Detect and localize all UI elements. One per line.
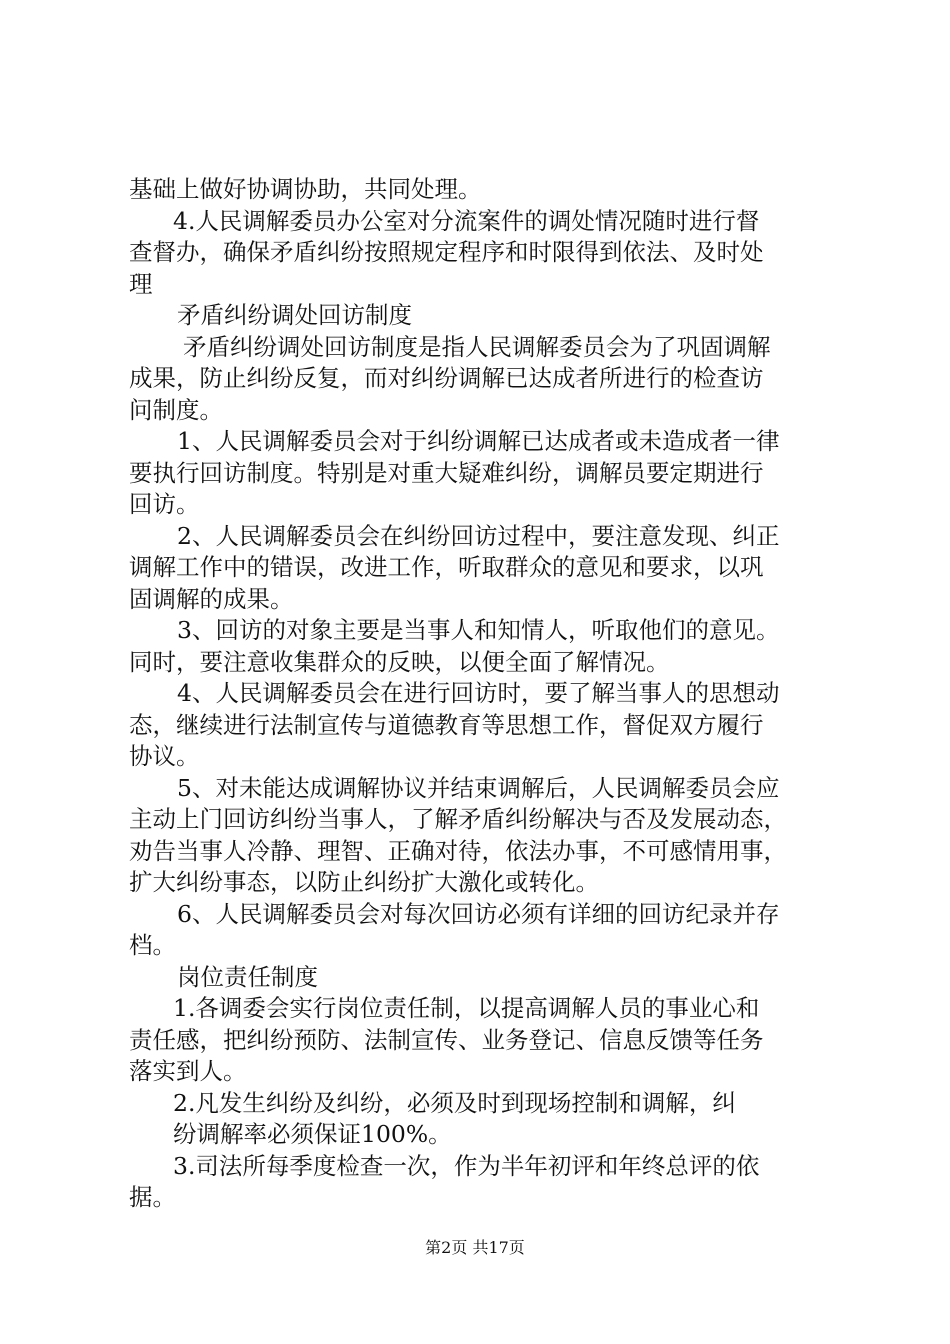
text-line: 查督办，确保矛盾纠纷按照规定程序和时限得到依法、及时处 bbox=[129, 238, 764, 266]
text-line: 6、人民调解委员会对每次回访必须有详细的回访纪录并存 bbox=[177, 899, 780, 928]
text-line: 基础上做好协调协助，共同处理。 bbox=[129, 175, 482, 203]
text-line: 理 bbox=[129, 269, 153, 298]
text-line: 劝告当事人冷静、理智、正确对待，依法办事，不可感情用事， bbox=[129, 836, 787, 865]
text-line: 2、人民调解委员会在纠纷回访过程中，要注意发现、纠正 bbox=[177, 521, 780, 550]
text-line: 矛盾纠纷调处回访制度 bbox=[177, 301, 412, 329]
page-footer: 第2页 共17页 bbox=[425, 1238, 525, 1257]
text-line: 3.司法所每季度检查一次，作为半年初评和年终总评的依 bbox=[173, 1151, 760, 1180]
text-line: 3、回访的对象主要是当事人和知情人，听取他们的意见。 bbox=[177, 616, 780, 644]
text-line: 1、人民调解委员会对于纠纷调解已达成者或未造成者一律 bbox=[177, 427, 780, 455]
text-line: 固调解的成果。 bbox=[129, 584, 294, 613]
text-line: 纷调解率必须保证100%。 bbox=[173, 1120, 452, 1148]
text-line: 回访。 bbox=[129, 490, 200, 518]
text-line: 5、对未能达成调解协议并结束调解后，人民调解委员会应 bbox=[177, 773, 780, 802]
text-line: 4、人民调解委员会在进行回访时，要了解当事人的思想动 bbox=[177, 679, 780, 707]
text-line: 责任感，把纠纷预防、法制宣传、业务登记、信息反馈等任务 bbox=[129, 1025, 764, 1054]
text-line: 主动上门回访纠纷当事人，了解矛盾纠纷解决与否及发展动态， bbox=[129, 805, 787, 833]
text-line: 要执行回访制度。特别是对重大疑难纠纷，调解员要定期进行 bbox=[129, 458, 764, 487]
text-line: 调解工作中的错误，改进工作，听取群众的意见和要求，以巩 bbox=[129, 553, 764, 581]
text-line: 2.凡发生纠纷及纠纷，必须及时到现场控制和调解，纠 bbox=[173, 1088, 736, 1117]
text-line: 档。 bbox=[129, 931, 176, 959]
text-line: 态，继续进行法制宣传与道德教育等思想工作，督促双方履行 bbox=[129, 710, 764, 739]
text-line: 同时，要注意收集群众的反映，以便全面了解情况。 bbox=[129, 647, 670, 676]
text-line: 落实到人。 bbox=[129, 1057, 247, 1085]
text-line: 扩大纠纷事态，以防止纠纷扩大激化或转化。 bbox=[129, 868, 599, 896]
text-line: 4.人民调解委员办公室对分流案件的调处情况随时进行督 bbox=[173, 206, 760, 235]
text-line: 协议。 bbox=[129, 742, 200, 770]
text-line: 1.各调委会实行岗位责任制，以提高调解人员的事业心和 bbox=[173, 994, 760, 1022]
text-line: 矛盾纠纷调处回访制度是指人民调解委员会为了巩固调解 bbox=[183, 332, 771, 361]
text-line: 岗位责任制度 bbox=[177, 962, 318, 991]
text-line: 成果，防止纠纷反复，而对纠纷调解已达成者所进行的检查访 bbox=[129, 364, 764, 392]
text-line: 问制度。 bbox=[129, 395, 223, 424]
document-body bbox=[129, 174, 829, 1214]
text-line: 据。 bbox=[129, 1183, 176, 1211]
